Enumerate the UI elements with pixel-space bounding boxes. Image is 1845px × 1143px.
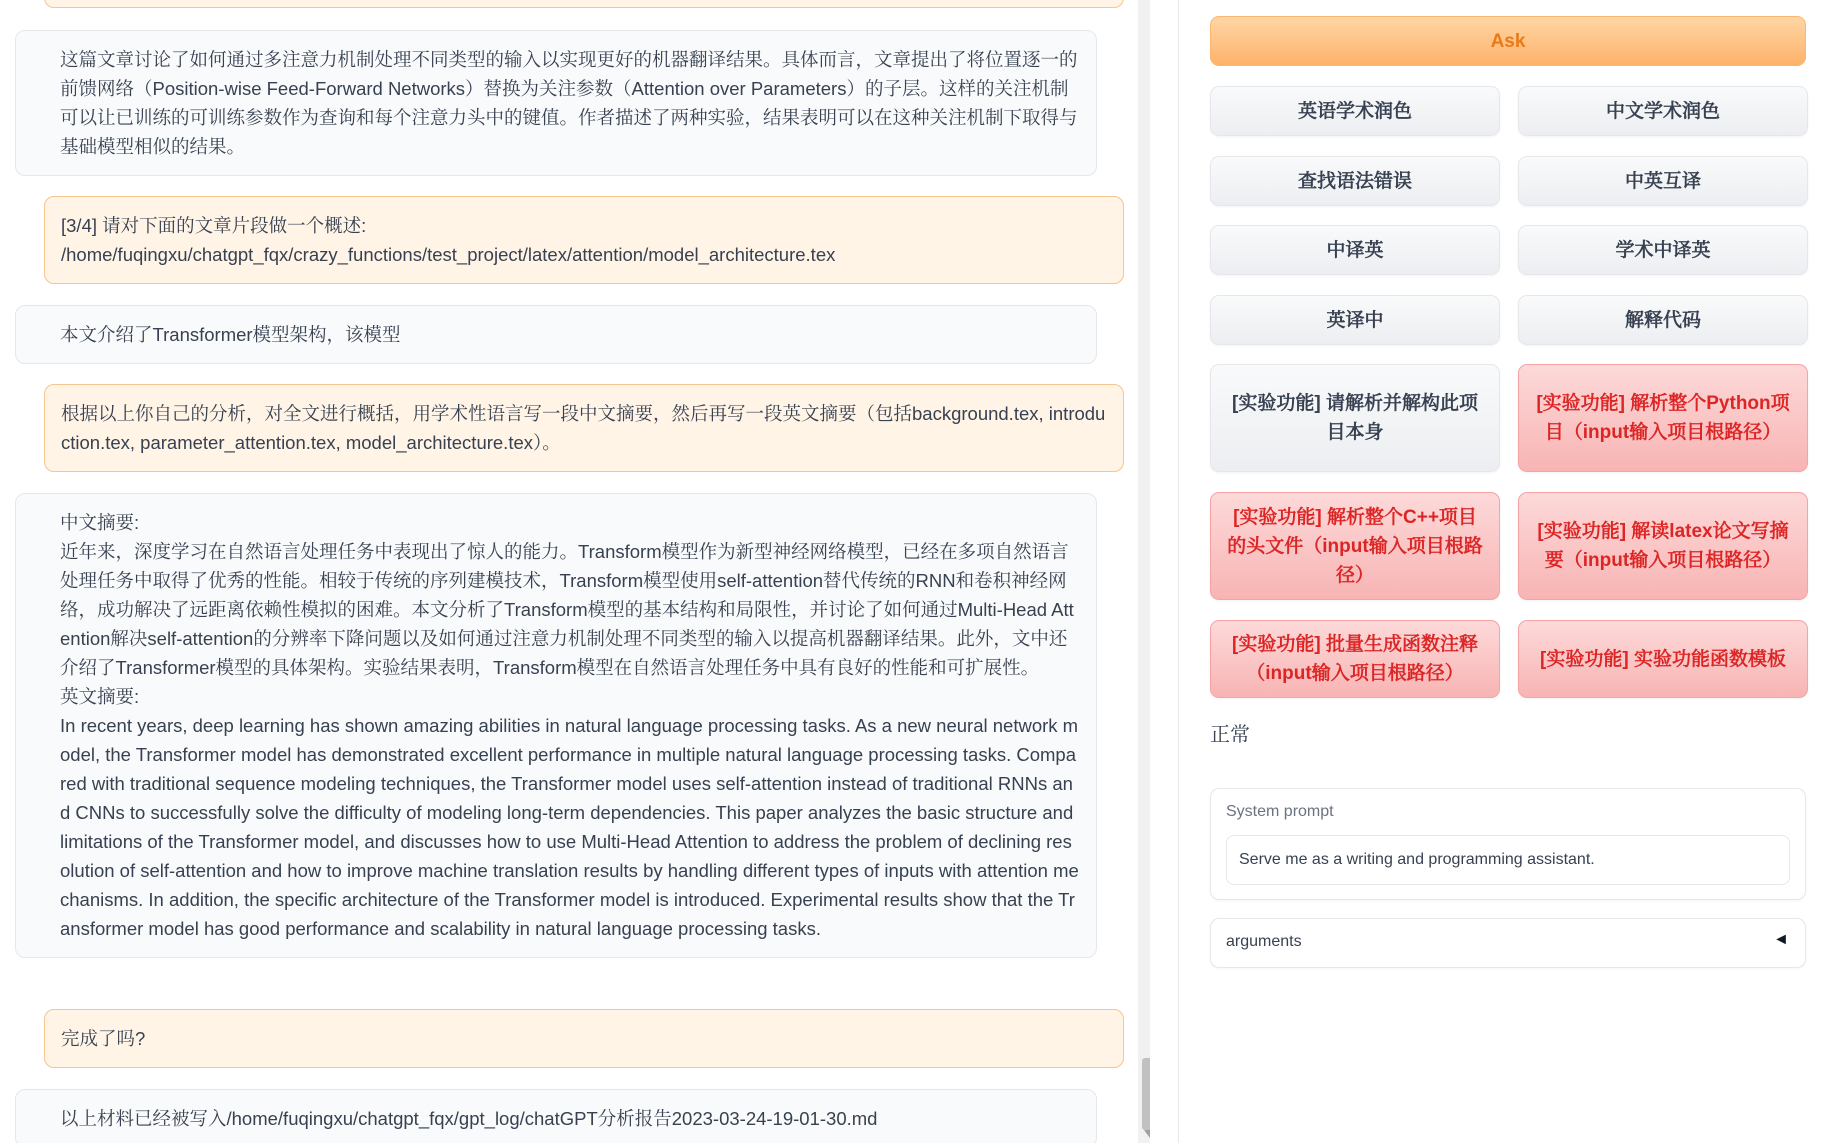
bot-message — [15, 1089, 1097, 1143]
analyze-python-project-button[interactable]: [实验功能] 解析整个Python项目（input输入项目根路径） — [1518, 364, 1808, 472]
user-message — [44, 384, 1124, 472]
arguments-accordion[interactable] — [1210, 918, 1806, 968]
system-prompt-input[interactable] — [1226, 835, 1790, 885]
grammar-check-button[interactable]: 查找语法错误 — [1210, 156, 1500, 206]
message-text: 完成了吗? — [61, 1028, 146, 1049]
function-template-button[interactable]: [实验功能] 实验功能函数模板 — [1518, 620, 1808, 698]
en-to-zh-button[interactable]: 英译中 — [1210, 295, 1500, 345]
message-text: 英文摘要: — [60, 686, 140, 707]
arguments-label: arguments — [1226, 933, 1302, 950]
analyze-cpp-headers-button[interactable]: [实验功能] 解析整个C++项目的头文件（input输入项目根路径） — [1210, 492, 1500, 600]
message-text: /home/fuqingxu/chatgpt_fqx/crazy_functions/test_project/latex/attention/model_architecture.tex — [61, 244, 836, 265]
previous-message-edge — [44, 0, 1124, 8]
analyze-self-project-button[interactable]: [实验功能] 请解析并解构此项目本身 — [1210, 364, 1500, 472]
scrollbar-thumb[interactable] — [1142, 1058, 1150, 1130]
academic-zh-to-en-button[interactable]: 学术中译英 — [1518, 225, 1808, 275]
batch-comment-button[interactable]: [实验功能] 批量生成函数注释（input输入项目根路径） — [1210, 620, 1500, 698]
status-text: 正常 — [1210, 724, 1250, 746]
user-message — [44, 196, 1124, 284]
zh-to-en-button[interactable]: 中译英 — [1210, 225, 1500, 275]
latex-abstract-button[interactable]: [实验功能] 解读latex论文写摘要（input输入项目根路径） — [1518, 492, 1808, 600]
zh-en-translate-button[interactable]: 中英互译 — [1518, 156, 1808, 206]
collapse-arrow-icon[interactable]: ◄ — [1773, 931, 1789, 948]
explain-code-button[interactable]: 解释代码 — [1518, 295, 1808, 345]
message-text: In recent years, deep learning has shown amazing abilities in natural language processing tasks. As a new neural network model, the Transformer model has demonstrated excellent performance in multiple natural language processing tasks. Compared with traditional sequence modeling techniques, the Transformer model uses self-attention instead of traditional RNNs and CNNs to successfully solve the difficulty of modeling long-term dependencies. This paper analyzes the basic structure and limitations of the Transformer model, and discusses how to use Multi-Head Attention to address the problem of declining resolution of self-attention and how to improve machine translation results by handling different types of inputs with attention mechanisms. In addition, the specific architecture of the Transformer model is introduced. Experimental results show that the Transformer model has good performance and scalability in natural language processing tasks. — [60, 715, 1079, 939]
ask-button[interactable]: Ask — [1210, 16, 1806, 66]
bot-message — [15, 493, 1097, 958]
user-message — [44, 1009, 1124, 1068]
bot-message — [15, 30, 1097, 176]
message-text: 这篇文章讨论了如何通过多注意力机制处理不同类型的输入以实现更好的机器翻译结果。具体而言，文章提出了将位置逐一的前馈网络（Position-wise Feed-Forward Networks）替换为关注参数（Attention over Parameters）的子层。这样的关注机制可以让已训练的可训练参数作为查询和每个注意力头中的键值。作者描述了两种实验，结果表明可以在这种关注机制下取得与基础模型相似的结果。 — [60, 49, 1078, 157]
english-polish-button[interactable]: 英语学术润色 — [1210, 86, 1500, 136]
chinese-polish-button[interactable]: 中文学术润色 — [1518, 86, 1808, 136]
chat-scrollbar[interactable] — [1138, 0, 1150, 1143]
system-prompt-block — [1210, 788, 1806, 900]
message-text: 以上材料已经被写入/home/fuqingxu/chatgpt_fqx/gpt_log/chatGPT分析报告2023-03-24-19-01-30.md — [60, 1108, 878, 1129]
scroll-down-arrow-icon[interactable] — [1144, 1130, 1150, 1138]
bot-message — [15, 305, 1097, 364]
message-text: 近年来，深度学习在自然语言处理任务中表现出了惊人的能力。Transform模型作为新型神经网络模型，已经在多项自然语言处理任务中取得了优秀的性能。相较于传统的序列建模技术，Transform模型使用self-attention替代传统的RNN和卷积神经网络，成功解决了远距离依赖性模拟的困难。本文分析了Transform模型的基本结构和局限性，并讨论了如何通过Multi-Head Attention解决self-attention的分辨率下降问题以及如何通过注意力机制处理不同类型的输入以提高机器翻译结果。此外，文中还介绍了Transformer模型的具体架构。实验结果表明，Transform模型在自然语言处理任务中具有良好的性能和可扩展性。 — [60, 541, 1074, 678]
message-text: [3/4] 请对下面的文章片段做一个概述: — [61, 215, 367, 236]
system-prompt-label: System prompt — [1226, 803, 1334, 820]
function-panel — [1196, 0, 1816, 1143]
panel-divider — [1178, 0, 1179, 1143]
message-text: 根据以上你自己的分析，对全文进行概括，用学术性语言写一段中文摘要，然后再写一段英文摘要（包括background.tex, introduction.tex, parameter_attention.tex, model_architecture.tex）。 — [61, 403, 1106, 453]
message-text: 中文摘要: — [60, 512, 140, 533]
message-text: 本文介绍了Transformer模型架构，该模型 — [60, 324, 401, 345]
